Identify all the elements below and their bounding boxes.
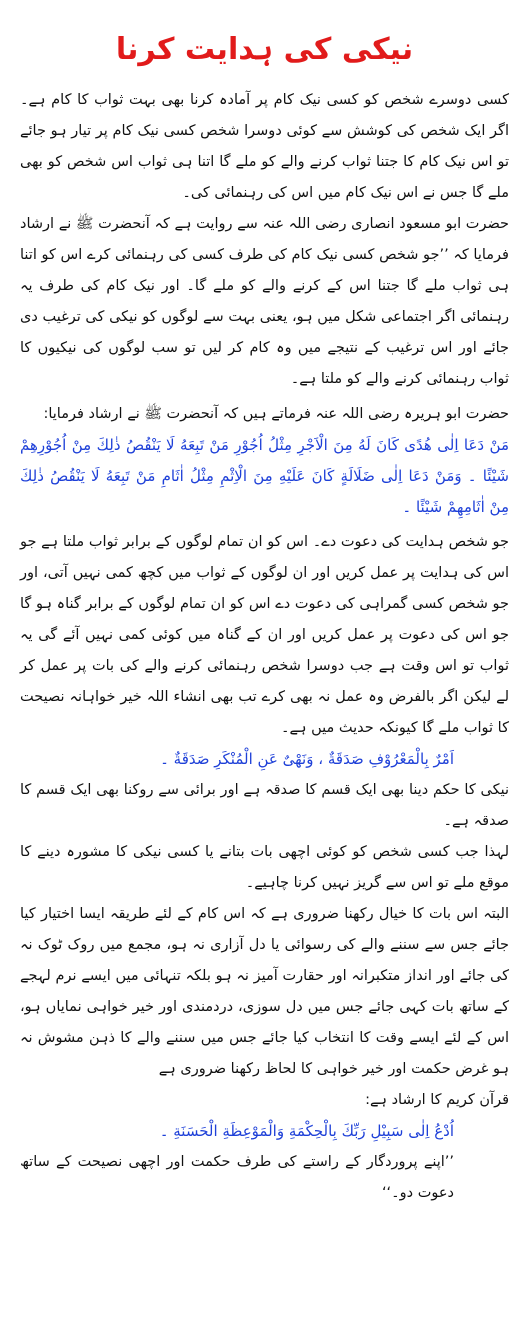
paragraph-advice: لہذا جب کسی شخص کو کوئی اچھی بات بتانے یا کسی نیکی کا مشورہ دینے کا موقع ملے تو اس سے گریز نہیں کرنا چاہیے۔ bbox=[20, 844, 509, 891]
paragraph-hadith-narration-2: حضرت ابو ہریرہ رضی اللہ عنہ فرماتے ہیں کہ آنحضرت ﷺ نے ارشاد فرمایا: bbox=[43, 406, 509, 422]
ayah-translation: ’’اپنے پروردگار کے راستے کی طرف حکمت اور اچھی نصیحت کے ساتھ دعوت دو۔‘‘ bbox=[20, 1154, 454, 1201]
page-title: نیکی کی ہدایت کرنا bbox=[115, 32, 414, 67]
hadith-arabic-short: اَمْرٌ بِالْمَعْرُوْفِ صَدَقَةٌ ، وَنَهْىٌ عَنِ الْمُنْكَرِ صَدَقَةٌ ۔ bbox=[160, 750, 454, 768]
paragraph-quran-intro: قرآن کریم کا ارشاد ہے: bbox=[365, 1092, 509, 1108]
paragraph-sadaqah: نیکی کا حکم دینا بھی ایک قسم کا صدقہ ہے اور برائی سے روکنا بھی ایک قسم کا صدقہ ہے۔ bbox=[20, 782, 509, 829]
quran-ayah: اُدْعُ اِلٰى سَبِيْلِ رَبِّكَ بِالْحِكْمَةِ وَالْمَوْعِظَةِ الْحَسَنَةِ ۔ bbox=[159, 1122, 454, 1140]
paragraph-hadith-explanation: جو شخص ہدایت کی دعوت دے۔ اس کو ان تمام لوگوں کے برابر ثواب ملتا ہے جو اس کی ہدایت پر عمل کریں اور ان لوگوں کے ثواب میں کچھ کمی نہیں آتی، اور جو شخص کسی گمراہی کی دعوت دے اس کو ان تمام لوگوں کے برابر گناہ ہو گا جو اس کی دعوت پر عمل کریں اور ان کے گناہ میں کوئی کمی نہیں آئے گی یہ ثواب تو اس وقت ہے جب دوسرا شخص رہنمائی کرنے والے کی بات پر عمل کر لے لیکن اگر بالفرض وہ عمل نہ بھی کرے تب بھی انشاء اللہ خیر خواہانہ نصیحت کا ثواب ملے گا کیونکہ حدیث میں ہے۔ bbox=[20, 534, 509, 736]
paragraph-hadith-narration-1: حضرت ابو مسعود انصاری رضی اللہ عنہ سے روایت ہے کہ آنحضرت ﷺ نے ارشاد فرمایا کہ ’’جو شخص کسی نیک کام کی طرف کسی کی رہنمائی کرے اس کو اتنا ہی ثواب ملے گا جتنا اس کے کرنے والے کو ملے گا۔ اور نیک کام کی طرف یہ رہنمائی اگر اجتماعی شکل میں ہو، یعنی بہت سے لوگوں کو نیکی کی ترغیب دی جائے اور اس ترغیب کے نتیجے میں وہ کام کر لیں تو سب لوگوں کی نیکیوں کا ثواب رہنمائی کرنے والے کو ملتا ہے۔ bbox=[20, 216, 509, 387]
paragraph-intro: کسی دوسرے شخص کو کسی نیک کام پر آمادہ کرنا بھی بہت ثواب کا کام ہے۔ اگر ایک شخص کی کوشش سے کوئی دوسرا شخص کسی نیک کام پر تیار ہو جائے تو اس نیک کام کا جتنا ثواب کرنے والے کو ملے گا اتنا ہی ثواب اس شخص کو بھی ملے گا جس نے اس نیک کام میں اس کی رہنمائی کی۔ bbox=[20, 92, 509, 201]
paragraph-method: البتہ اس بات کا خیال رکھنا ضروری ہے کہ اس کام کے لئے طریقہ ایسا اختیار کیا جائے جس سے سننے والے کی رسوائی یا دل آزاری نہ ہو، مجمع میں روک ٹوک نہ کی جائے اور انداز متکبرانہ اور حقارت آمیز نہ ہو بلکہ تنہائی میں ایسے نرم لہجے کے ساتھ بات کہی جائے جس میں دل سوزی، دردمندی اور خیر خواہی نمایاں ہو، اس کے لئے ایسے وقت کا انتخاب کیا جائے جس میں سننے والے کا ذہن مشوش نہ ہو غرض حکمت اور خیر خواہی کا لحاظ رکھنا ضروری ہے bbox=[20, 906, 509, 1077]
hadith-arabic-text: مَنْ دَعَا اِلٰى هُدًى كَانَ لَهُ مِنَ الْاَجْرِ مِثْلُ اُجُوْرِ مَنْ تَبِعَهُ لَا يَنْقُصُ ذٰلِكَ مِنْ اُجُوْرِهِمْ شَيْئًا ۔ وَمَنْ دَعَا اِلٰى ضَلَالَةٍ كَانَ عَلَيْهِ مِنَ الْاِثْمِ مِثْلُ اٰثَامِ مَنْ تَبِعَهُ لَا يَنْقُصُ ذٰلِكَ مِنْ اٰثَامِهِمْ شَيْئًا ۔ bbox=[20, 436, 509, 516]
